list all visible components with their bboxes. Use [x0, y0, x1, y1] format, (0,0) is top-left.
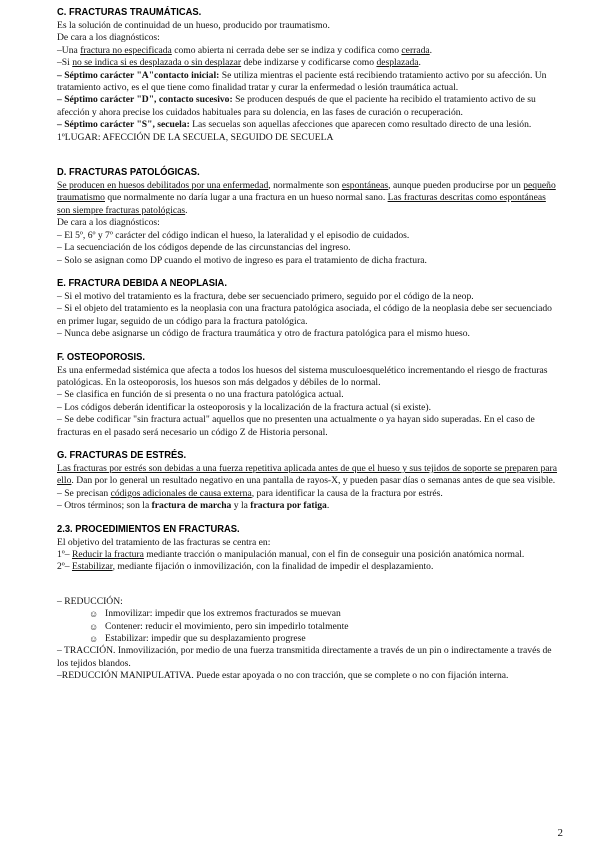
list-item: ☺ Estabilizar: impedir que su desplazamiento progrese: [89, 633, 306, 645]
paragraph: – Séptimo carácter "S", secuela: Las secuelas son aquellas afecciones que aparecen como resultado directo de una lesión. 1ºLUGAR: AFECCIÓN DE LA SECUELA, SEGUIDO DE SECUELA: [57, 119, 532, 143]
section-title-fracturas-traumaticas: C. FRACTURAS TRAUMÁTICAS.: [57, 7, 202, 18]
paragraph: De cara a los diagnósticos:: [57, 32, 160, 44]
paragraph: – El 5º, 6º y 7º carácter del código indican el hueso, la lateralidad y el episodio de cuidados.: [57, 229, 410, 241]
paragraph: 1º– Reducir la fractura mediante tracción o manipulación manual, con el fin de conseguir una posición anatómica normal.: [57, 549, 525, 560]
paragraph: Se producen en huesos debilitados por una enfermedad, normalmente son espontáneas, aunque pueden producirse por un pequeño traumatismo que normalmente no daría lugar a una fractura en un hueso normal sano. Las fracturas descritas como espontáneas son siempre fracturas patológicas.: [57, 180, 556, 216]
section-title-fracturas-patologicas: D. FRACTURAS PATOLÓGICAS.: [57, 167, 200, 179]
paragraph: – Si el objeto del tratamiento es la neoplasia con una fractura patológica asociada, el código de la neoplasia debe ser secuenciado en primer lugar, seguido de un código para la fractura patológica.: [57, 303, 552, 327]
paragraph: –Una fractura no especificada como abierta ni cerrada debe ser se indiza y codifica como cerrada.: [57, 44, 433, 56]
section-title-fracturas-estres: G. FRACTURAS DE ESTRÉS.: [57, 449, 187, 461]
smiley-bullet-icon: ☺: [89, 634, 99, 645]
paragraph: El objetivo del tratamiento de las fracturas se centra en:: [57, 536, 271, 548]
paragraph: Es la solución de continuidad de un hueso, producido por traumatismo.: [57, 20, 330, 31]
paragraph: – Los códigos deberán identificar la osteoporosis y la localización de la fractura actual (si existe).: [57, 401, 432, 413]
smiley-bullet-icon: ☺: [89, 621, 99, 632]
paragraph: –REDUCCIÓN MANIPULATIVA. Puede estar apoyada o no con tracción, que se complete o no con fijación interna.: [57, 670, 509, 682]
list-item: ☺ Contener: reducir el movimiento, pero sin impedirlo totalmente: [89, 620, 349, 632]
section-title-procedimientos-fracturas: 2.3. PROCEDIMIENTOS EN FRACTURAS.: [57, 523, 240, 535]
paragraph: – Séptimo carácter "A"contacto inicial: Se utiliza mientras el paciente está recibiendo tratamiento activo por su afección. Un tratamiento activo, es el que tiene como finalidad tratar y curar la enfermedad o lesión traumática actual.: [57, 69, 547, 94]
paragraph: Las fracturas por estrés son debidas a una fuerza repetitiva aplicada antes de que el hueso y sus tejidos de soporte se preparen para ello. Dan por lo general un resultado negativo en una pantalla de rayos-X, y pueden pasar días o semanas antes de que sea visible.: [57, 462, 558, 487]
paragraph: De cara a los diagnósticos:: [57, 217, 160, 229]
paragraph: – Se debe codificar "sin fractura actual" aquellos que no presenten una actualmente o ya hayan sido superadas. En el caso de fracturas en el pasado será necesario un código Z de Historia personal.: [57, 414, 535, 438]
paragraph: – TRACCIÓN. Inmovilización, por medio de una fuerza transmitida directamente a través de un pin o indirectamente a través de los tejidos blandos.: [57, 645, 552, 669]
smiley-bullet-icon: ☺: [89, 609, 99, 620]
document-page: [57, 6, 557, 683]
paragraph: – Solo se asignan como DP cuando el motivo de ingreso es para el tratamiento de dicha fractura.: [57, 254, 427, 266]
section-title-fractura-neoplasia: E. FRACTURA DEBIDA A NEOPLASIA.: [57, 277, 227, 289]
paragraph: Es una enfermedad sistémica que afecta a todos los huesos del sistema musculoesquelético incrementando el riesgo de fracturas patológicas. En la osteoporosis, los huesos son más delgados y débiles de lo normal.: [57, 364, 548, 388]
paragraph: – Se clasifica en función de si presenta o no una fractura patológica actual.: [57, 389, 344, 401]
paragraph: – Si el motivo del tratamiento es la fractura, debe ser secuenciado primero, seguido por el código de la neop.: [57, 290, 474, 302]
paragraph: – La secuenciación de los códigos depende de las circunstancias del ingreso.: [57, 242, 351, 254]
paragraph: 2º– Estabilizar, mediante fijación o inmovilización, con la finalidad de impedir el desplazamiento.: [57, 561, 434, 573]
paragraph: –Si no se indica si es desplazada o sin desplazar debe indizarse y codificarse como desplazada.: [57, 57, 421, 69]
paragraph: – Otros términos; son la fractura de marcha y la fractura por fatiga.: [57, 500, 330, 512]
reduccion-list: [57, 608, 557, 645]
section-title-osteoporosis: F. OSTEOPOROSIS.: [57, 351, 146, 363]
list-item: ☺ Inmovilizar: impedir que los extremos fracturados se muevan: [89, 608, 341, 620]
paragraph: – Séptimo carácter "D", contacto sucesivo: Se producen después de que el paciente ha recibido el tratamiento activo de su afección y ahora precise los cuidados habituales para su dolencia, en las fases de curación o recuperación.: [57, 94, 536, 118]
paragraph: – Se precisan códigos adicionales de causa externa, para identificar la causa de la fractura por estrés.: [57, 487, 443, 499]
page-number: 2: [557, 827, 563, 839]
paragraph: – Nunca debe asignarse un código de fractura traumática y otro de fractura patológica para el mismo hueso.: [57, 328, 470, 340]
reduccion-label: – REDUCCIÓN:: [57, 595, 123, 607]
